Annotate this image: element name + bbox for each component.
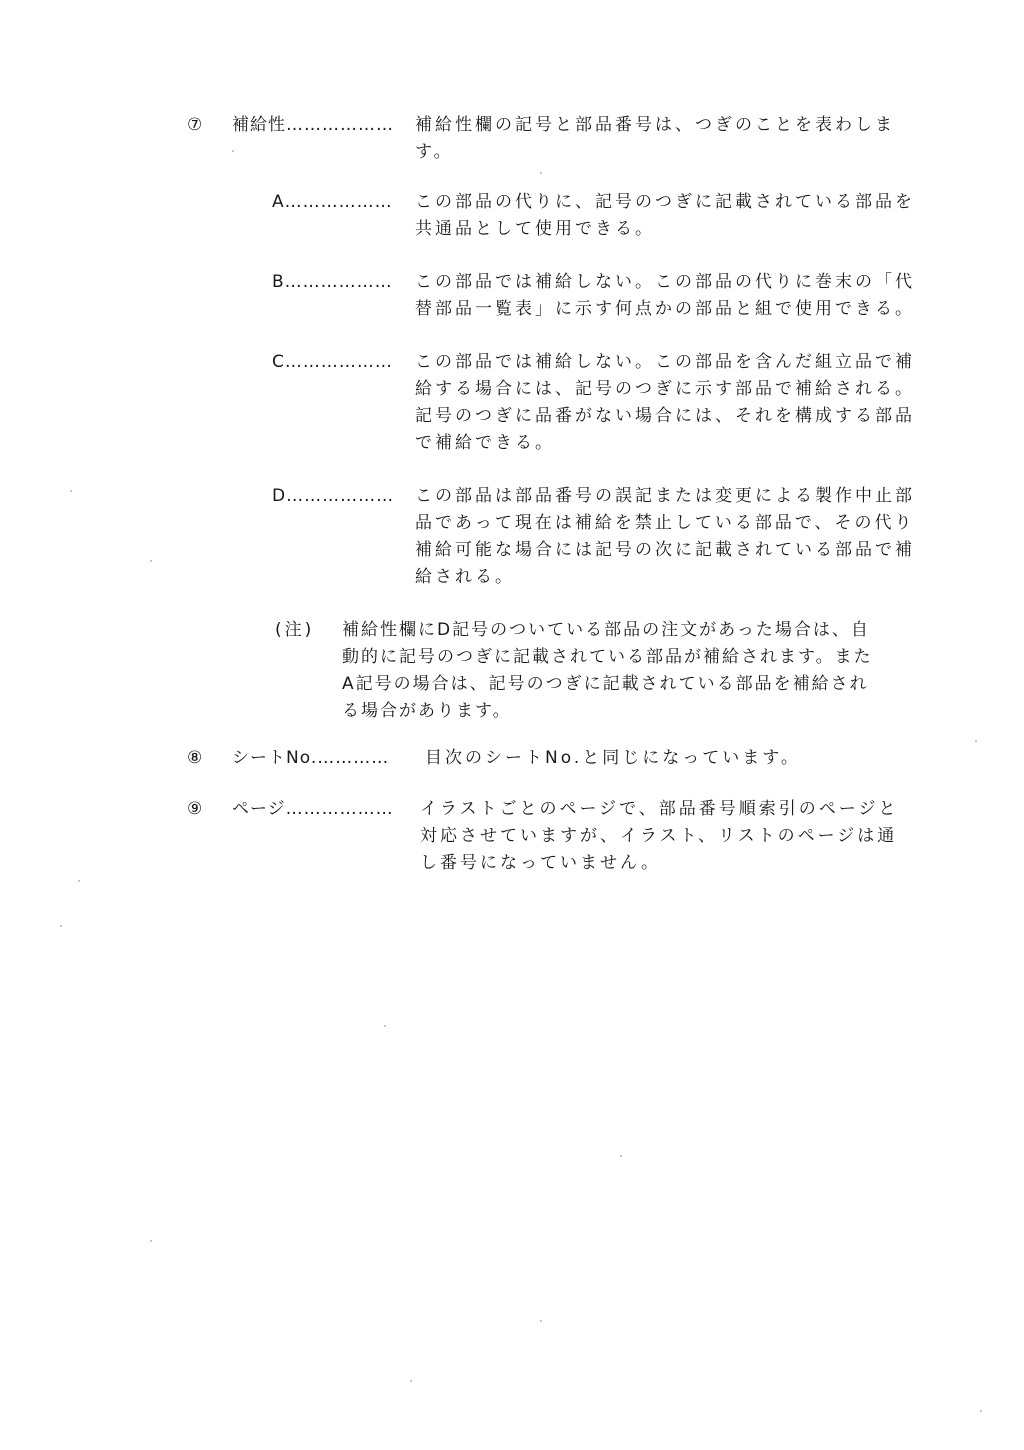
note-line-3: A記号の場合は、記号のつぎに記載されている部品を補給され bbox=[342, 674, 869, 694]
code-c-line-2: 給する場合には、記号のつぎに示す部品で補給される。 bbox=[415, 379, 915, 399]
scan-speck bbox=[410, 1380, 412, 1382]
scan-speck bbox=[232, 150, 234, 152]
code-b-line-1: この部品では補給しない。この部品の代りに巻末の「代 bbox=[415, 272, 915, 292]
scan-speck bbox=[60, 925, 62, 927]
scan-speck bbox=[980, 1410, 982, 1412]
note-label: (注) bbox=[275, 620, 315, 640]
scan-speck bbox=[384, 1025, 386, 1027]
scan-speck bbox=[78, 880, 80, 882]
scan-speck bbox=[540, 1320, 542, 1322]
item-9-marker: ⑨ bbox=[187, 799, 206, 819]
code-c-line-3: 記号のつぎに品番がない場合には、それを構成する部品 bbox=[415, 406, 915, 426]
item-7-marker: ⑦ bbox=[187, 115, 206, 135]
code-d-label: D……………… bbox=[272, 486, 395, 506]
code-d-description bbox=[415, 483, 915, 591]
scan-speck bbox=[620, 1155, 622, 1157]
code-a-description bbox=[415, 189, 915, 243]
code-c-label: C……………… bbox=[272, 352, 393, 372]
item-7-line-2: す。 bbox=[415, 142, 454, 162]
code-c-description bbox=[415, 349, 915, 457]
item-7-description bbox=[415, 112, 915, 166]
code-d-line-4: 給される。 bbox=[415, 567, 515, 587]
code-d-line-2: 品であって現在は補給を禁止している部品で、その代り bbox=[415, 513, 915, 533]
item-8-marker: ⑧ bbox=[187, 748, 206, 768]
note-line-1: 補給性欄にD記号のついている部品の注文があった場合は、自 bbox=[342, 620, 870, 640]
item-9-label: ページ……………… bbox=[232, 799, 394, 819]
code-c-line-1: この部品では補給しない。この部品を含んだ組立品で補 bbox=[415, 352, 915, 372]
item-9-line-2: 対応させていますが、イラスト、リストのページは通 bbox=[420, 826, 898, 846]
item-8-description bbox=[425, 745, 925, 772]
scan-speck bbox=[540, 172, 542, 174]
item-7-label: 補給性……………… bbox=[232, 115, 394, 135]
item-9-line-1: イラストごとのページで、部品番号順索引のページと bbox=[420, 799, 899, 819]
scan-speck bbox=[70, 490, 72, 492]
code-b-description bbox=[415, 269, 915, 323]
item-9-description bbox=[420, 796, 920, 877]
code-c-line-4: で補給できる。 bbox=[415, 433, 555, 453]
code-a-line-2: 共通品として使用できる。 bbox=[415, 219, 655, 239]
code-a-line-1: この部品の代りに、記号のつぎに記載されている部品を bbox=[415, 192, 915, 212]
item-8-line-1: 目次のシートNo.と同じになっています。 bbox=[425, 748, 801, 768]
item-7-line-1: 補給性欄の記号と部品番号は、つぎのことを表わしま bbox=[415, 115, 895, 135]
item-9-line-3: し番号になっていません。 bbox=[420, 853, 662, 873]
scan-speck bbox=[150, 560, 152, 562]
code-d-line-3: 補給可能な場合には記号の次に記載されている部品で補 bbox=[415, 540, 915, 560]
code-b-label: B……………… bbox=[272, 272, 393, 292]
scan-speck bbox=[150, 1240, 152, 1242]
note-line-2: 動的に記号のつぎに記載されている部品が補給されます。また bbox=[342, 647, 873, 667]
note-line-4: る場合があります。 bbox=[342, 701, 512, 721]
code-b-line-2: 替部品一覧表」に示す何点かの部品と組で使用できる。 bbox=[415, 299, 915, 319]
code-d-line-1: この部品は部品番号の誤記または変更による製作中止部 bbox=[415, 486, 915, 506]
code-a-label: A……………… bbox=[272, 192, 393, 212]
item-8-label: シートNo.………… bbox=[232, 748, 390, 768]
note-description bbox=[342, 617, 912, 725]
scan-speck bbox=[975, 740, 977, 742]
